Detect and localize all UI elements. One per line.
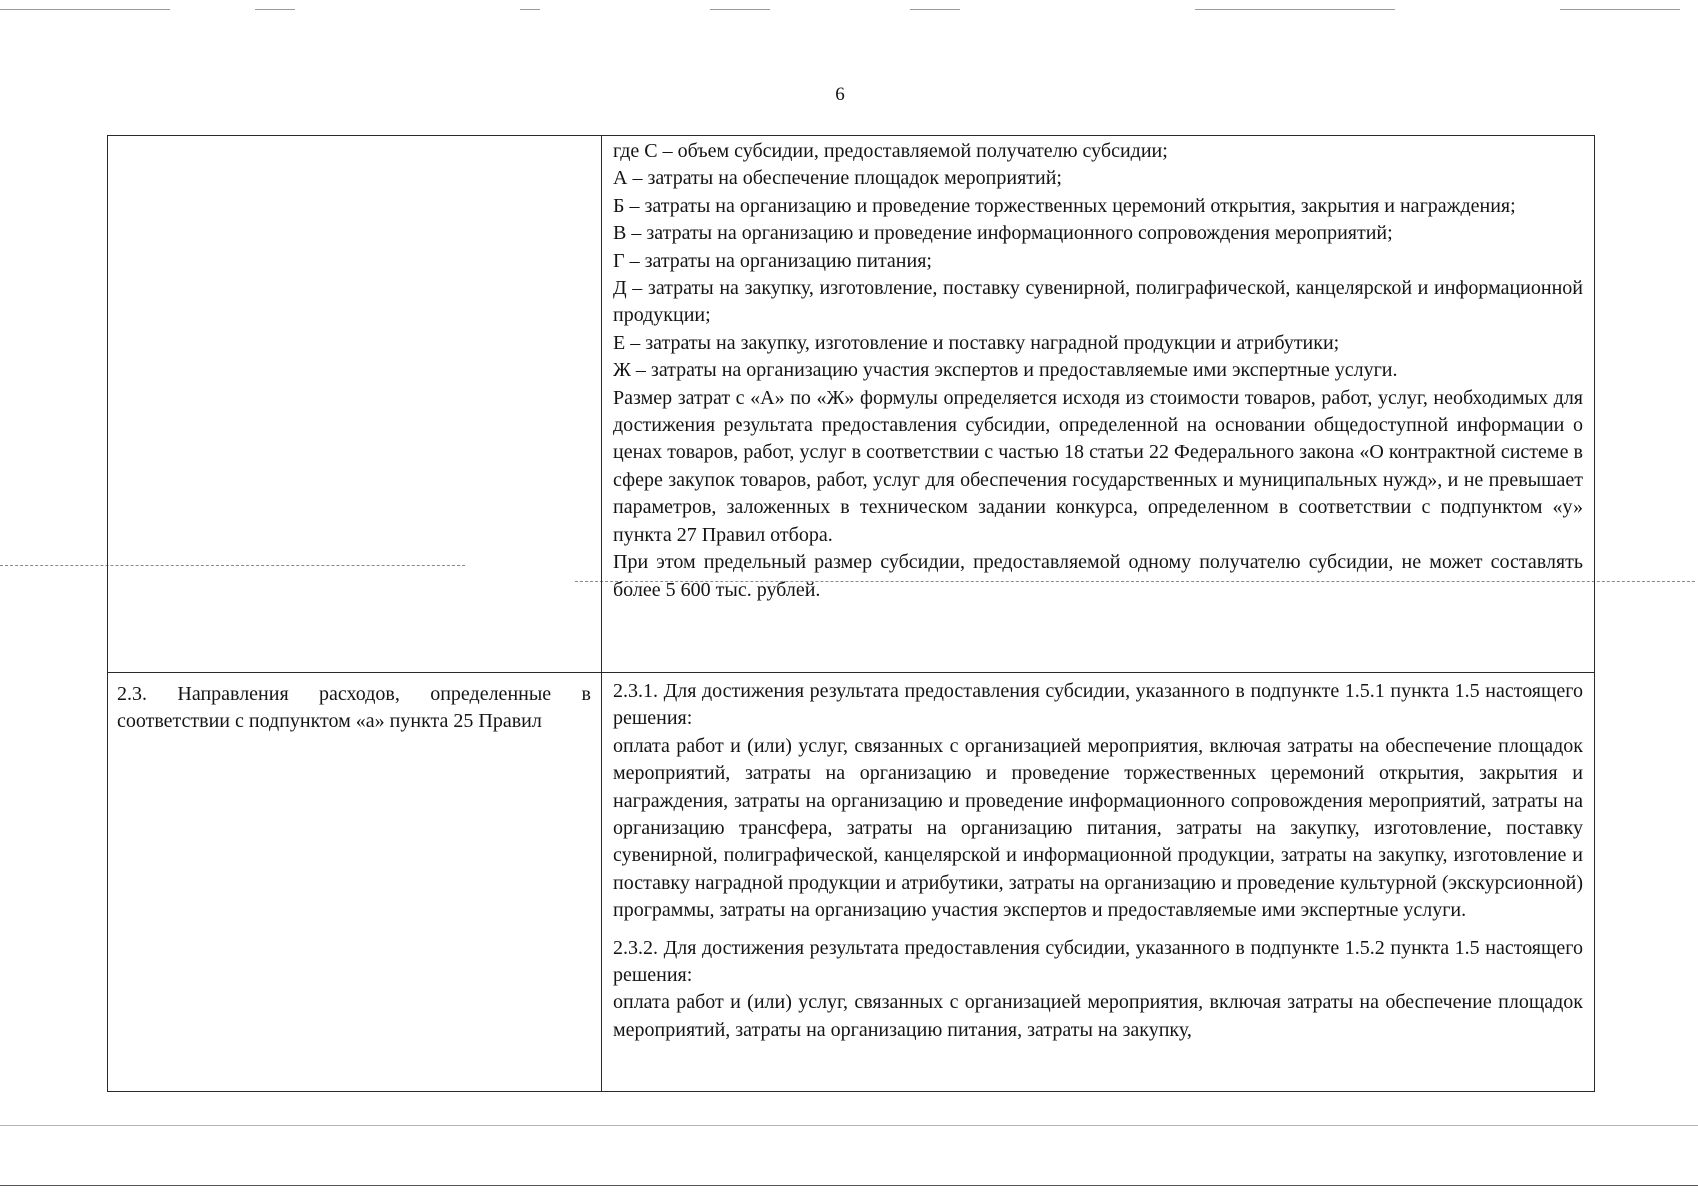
scan-artifact-line (1560, 9, 1680, 10)
table-cell-left (108, 136, 602, 673)
document-table (107, 135, 1595, 1092)
table-cell-right (602, 673, 1595, 1092)
scan-artifact-line (0, 9, 170, 10)
paragraph: Б – затраты на организацию и проведение торжественных церемоний открытия, закрытия и награждения; (613, 194, 1516, 217)
table-cell-right (602, 136, 1595, 673)
paragraph: 2.3.2. Для достижения результата предоставления субсидии, указанного в подпункте 1.5.2 пункта 1.5 настоящего решения: (613, 936, 1583, 987)
table-row (108, 673, 1595, 1092)
paragraph: А – затраты на обеспечение площадок мероприятий; (613, 167, 1062, 190)
paragraph: Д – затраты на закупку, изготовление, поставку сувенирной, полиграфической, канцелярской и информационной продукции; (613, 277, 1583, 327)
paragraph: оплата работ и (или) услуг, связанных с организацией мероприятия, включая затраты на обеспечение площадок мероприятий, затраты на организацию питания, затраты на закупку, (613, 991, 1583, 1041)
scan-artifact-line (910, 9, 960, 10)
scan-artifact-line (255, 9, 295, 10)
scan-artifact-line (0, 1125, 1698, 1126)
paragraph: При этом предельный размер субсидии, предоставляемой одному получателю субсидии, не может составлять более 5 600 тыс. рублей. (613, 551, 1583, 601)
scan-artifact-line (520, 9, 540, 10)
paragraph: В – затраты на организацию и проведение информационного сопровождения мероприятий; (613, 222, 1393, 245)
page-number: 6 (835, 84, 845, 105)
paragraph: Е – затраты на закупку, изготовление и поставку наградной продукции и атрибутики; (613, 331, 1340, 354)
paragraph: Ж – затраты на организацию участия экспертов и предоставляемые ими экспертные услуги. (613, 359, 1398, 382)
paragraph: Г – затраты на организацию питания; (613, 249, 932, 272)
paragraph: 2.3.1. Для достижения результата предоставления субсидии, указанного в подпункте 1.5.1 пункта 1.5 настоящего решения: (613, 680, 1583, 730)
scan-artifact-line (1195, 9, 1395, 10)
scan-artifact-line (710, 9, 770, 10)
table-cell-left: 2.3. Направления расходов, определенные в соответствии с подпунктом «а» пункта 25 Правил (108, 673, 602, 1092)
paragraph: где С – объем субсидии, предоставляемой получателю субсидии; (613, 140, 1168, 162)
table-row (108, 136, 1595, 673)
paragraph: Размер затрат с «А» по «Ж» формулы определяется исходя из стоимости товаров, работ, услуг, необходимых для достижения результата предоставления субсидии, определенной на основании общедоступной информации о ценах товаров, работ, услуг в соответствии с частью 18 статьи 22 Федерального закона «О контрактной системе в сфере закупок товаров, работ, услуг для обеспечения государственных и муниципальных нужд», и не превышает параметров, заложенных в техническом задании конкурса, определенном в соответствии с подпунктом «у» пункта 27 Правил отбора. (613, 386, 1583, 546)
scan-artifact-line (0, 1185, 1698, 1186)
paragraph: оплата работ и (или) услуг, связанных с организацией мероприятия, включая затраты на обеспечение площадок мероприятий, затраты на организацию и проведение торжественных церемоний открытия, закрытия и награждения, затраты на организацию и проведение информационного сопровождения мероприятий, затраты на организацию трансфера, затраты на организацию питания, затраты на закупку, изготовление, поставку сувенирной, полиграфической, канцелярской и информационной продукции, затраты на закупку, изготовление и поставку наградной продукции и атрибутики, затраты на организацию и проведение культурной (экскурсионной) программы, затраты на организацию участия экспертов и предоставляемые ими экспертные услуги. (613, 734, 1583, 922)
